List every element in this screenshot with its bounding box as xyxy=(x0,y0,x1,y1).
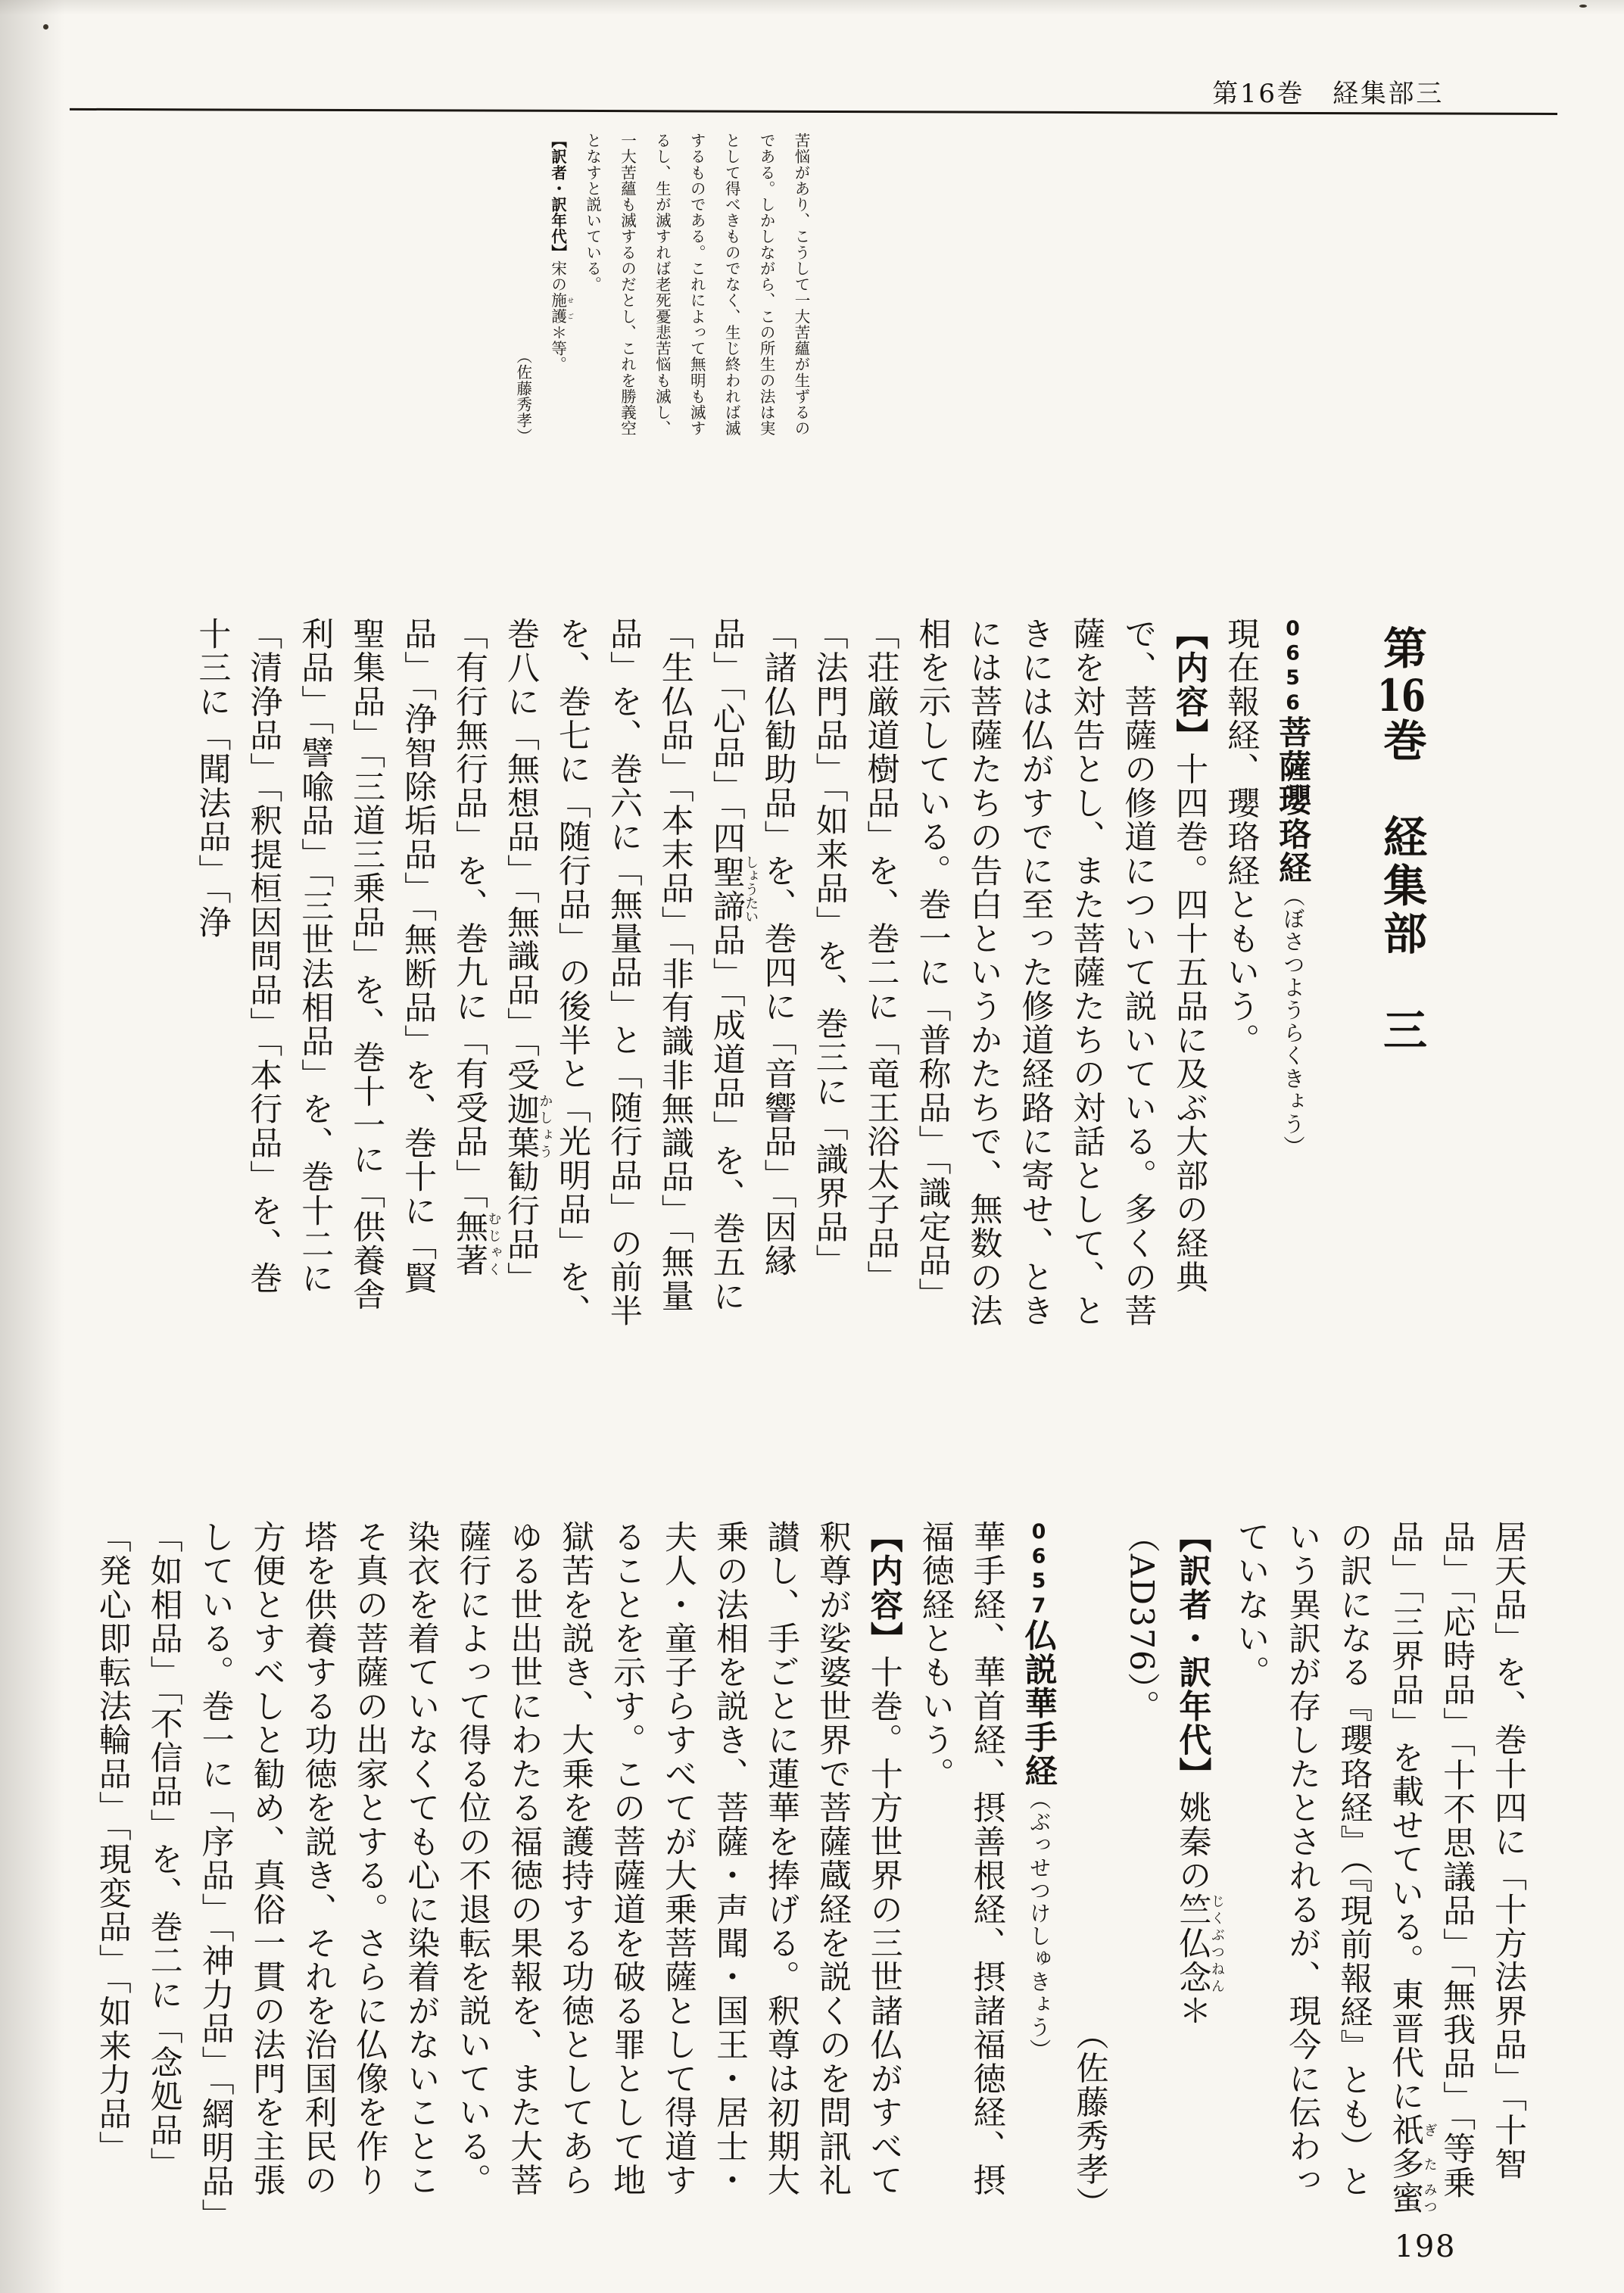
content-label: 【内容】 xyxy=(1170,617,1209,752)
prev-entry-translator-line xyxy=(540,132,575,444)
section-heading xyxy=(1370,625,1433,1055)
section-title: 経集部 三 xyxy=(1376,765,1427,1056)
entry-0657-content-text: 十巻。十方世界の三世諸仏がすべて釈尊が娑婆世界で菩薩蔵経を説くのを問訊礼讃し、手ごとに蓮華を捧げる。釈尊は初期大乗の法相を説き、菩薩・声聞・国王・居士・夫人・童子らすべてが大乗菩薩として得道することを示す。この菩薩道を破る罪として地獄苦を説き、大乗を護持する功徳としてあらゆる世出世にわたる福徳の果報を、また大菩薩行によって得る位の不退転を説いている。染衣を着ていなくても心に染着がないことこそ真の菩薩の出家とする。さらに仏像を作り塔を供養する功徳を説き、それを治国利民の方便とすべしと勧め、真俗一貫の法門を主張している。巻一に「序品」「神力品」「網明品」「如相品」「不信品」を、巻二に「念処品」「発心即転法輪品」「現変品」「如来力品」 xyxy=(93,1520,903,2217)
bottom-tier xyxy=(86,1520,1533,2220)
entry-0656-reading: （ぼさつようらくきょう） xyxy=(1280,885,1305,1159)
entry-0656 xyxy=(185,617,1317,1329)
scan-speck xyxy=(1579,5,1587,8)
scan-speck xyxy=(43,24,48,30)
prev-entry-continuation xyxy=(505,132,818,444)
entry-0656-number: 0656 xyxy=(1281,617,1304,716)
entry-0657-title: 仏説華手経 xyxy=(1019,1618,1058,1789)
entry-0656-content-continued: 居天品」を、巻十四に「十方法界品」「十智品」「応時品」「十不思議品」「無我品」「等乗品」「三界品」を載せている。東晋代に祇多ぎた蜜みつの訳になる『瓔珞経』（『現前報経』とも）という異訳が存したとされるが、現今に伝わっていない。 xyxy=(1232,1520,1527,2215)
page-gutter-shadow xyxy=(0,0,64,2293)
entry-0656-signature: （佐藤秀孝） xyxy=(1071,2017,1109,2220)
prev-entry-body: 苦悩があり、こうして一大苦蘊が生ずるのである。しかしながら、この所生の法は実として得べきものでなく、生じ終われば滅するものである。これによって無明も滅するし、生が滅すれば老死憂悲苦悩も滅し、一大苦蘊も滅するのだとし、これを勝義空となすと説いている。 xyxy=(583,132,810,437)
content-label: 【内容】 xyxy=(865,1520,903,1656)
entry-0656-header xyxy=(1266,617,1317,1329)
entry-0656-aka: 現在報経、瓔珞経ともいう。 xyxy=(1222,617,1261,1058)
prev-entry-signature: （佐藤秀孝） xyxy=(513,348,532,444)
volume-suffix: 巻 xyxy=(1376,717,1427,766)
entry-0656-translator-line xyxy=(1115,1520,1225,2220)
entry-0656-content xyxy=(185,617,1214,1329)
translator-label: 【訳者・訳年代】 xyxy=(1174,1520,1212,1791)
page-number: 198 xyxy=(1394,2229,1456,2264)
translator-value: 姚秦の竺仏念じくぶつねん＊（AD376）。 xyxy=(1122,1520,1225,2028)
running-header: 第16巻 経集部三 xyxy=(1212,79,1444,109)
entry-0657-reading: （ぶっせつけしゅきょう） xyxy=(1026,1788,1052,2062)
volume-prefix: 第 xyxy=(1376,625,1427,674)
entry-0656-content-text: 十四巻。四十五品に及ぶ大部の経典で、菩薩の修道について説いている。多くの菩薩を対告とし、また菩薩たちの対話として、ときには仏がすでに至った修道経路に寄せ、ときには菩薩たちの告白というかたちで、無数の法相を示している。巻一に「普称品」「識定品」「荘厳道樹品」を、巻二に「竜王浴太子品」「法門品」「如来品」を、巻三に「識界品」「諸仏勧助品」を、巻四に「音響品」「因縁品」「心品」「四聖諦しょうたい品」「成道品」を、巻五に「生仏品」「本末品」「非有識非無識品」「無量品」を、巻六に「無量品」と「随行品」の前半を、巻七に「随行品」の後半と「光明品」を、巻八に「無想品」「無識品」「受迦葉かしょう勧行品」「有行無行品」を、巻九に「有受品」「無著むじゃく品」「浄智除垢品」「無断品」を、巻十に「賢聖集品」「三道三乗品」を、巻十一に「供養舎利品」「譬喩品」「三世法相品」を、巻十二に「清浄品」「釈提桓因問品」「本行品」を、巻十三に「聞法品」「浄 xyxy=(193,617,1209,1329)
entry-0657-header xyxy=(1012,1520,1064,2220)
translator-value: 宋の施護 せご＊等。 xyxy=(548,260,574,372)
translator-label: 【訳者・訳年代】 xyxy=(548,132,567,260)
entry-0656-title: 菩薩瓔珞経 xyxy=(1273,715,1311,886)
entry-0657-number: 0657 xyxy=(1027,1520,1051,1619)
entry-0657-content xyxy=(86,1520,909,2220)
entry-0657-aka: 華手経、華首経、摂善根経、摂諸福徳経、摂福徳経ともいう。 xyxy=(916,1520,1006,2198)
page-top-shadow xyxy=(0,0,1624,15)
volume-number: 16 xyxy=(1377,673,1426,718)
